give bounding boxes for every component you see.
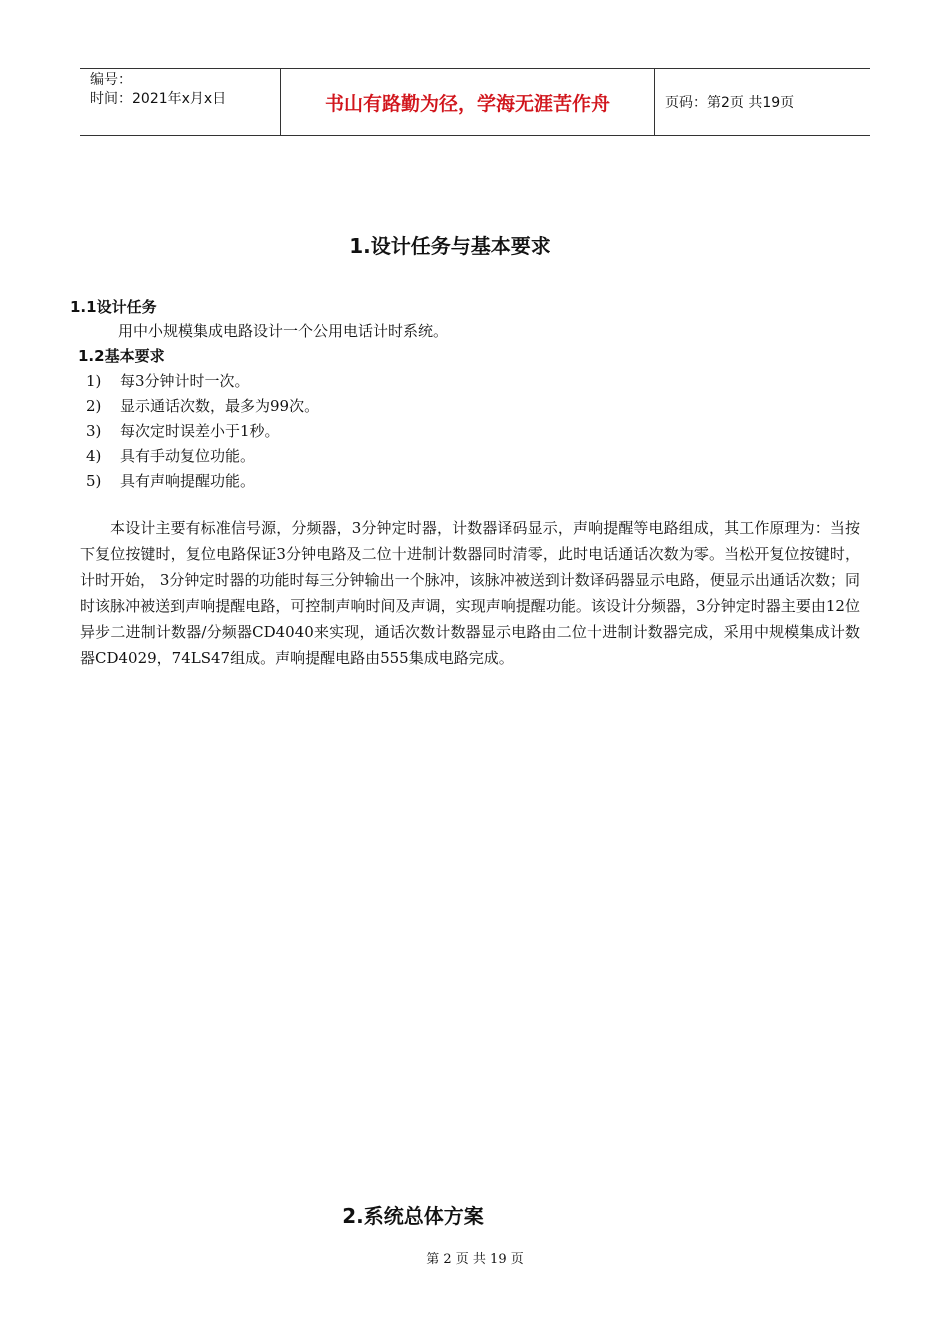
page-label: 页码：第2页 共19页 <box>665 95 795 111</box>
requirement-text: 每次定时误差小于1秒。 <box>120 422 280 440</box>
page-footer: 第 2 页 共 19 页 <box>426 1252 524 1267</box>
requirement-item <box>86 445 255 466</box>
requirement-num: 3) <box>86 422 102 440</box>
requirement-text: 具有声响提醒功能。 <box>120 472 256 490</box>
time-label: 时间：2021年x月x日 <box>90 91 227 107</box>
subsection-1-1-title: 1.1设计任务 <box>70 298 157 316</box>
requirement-item <box>86 370 250 391</box>
header-page-cell <box>655 69 870 135</box>
requirement-text: 显示通话次数，最多为99次。 <box>120 397 320 415</box>
header-motto-cell <box>281 69 655 135</box>
section1-title: 1.设计任务与基本要求 <box>349 234 551 258</box>
requirement-item <box>86 470 255 491</box>
motto: 书山有路勤为径，学海无涯苦作舟 <box>324 92 610 115</box>
requirement-text: 具有手动复位功能。 <box>120 447 256 465</box>
requirement-num: 1) <box>86 372 102 390</box>
body-paragraph: 本设计主要有标准信号源，分频器，3分钟定时器，计数器译码显示，声响提醒等电路组成，其工作原理为：当按下复位按键时，复位电路保证3分钟电路及二位十进制计数器同时清零，此时电话通话次数为零。当松开复位按键时，计时开始， 3分钟定时器的功能时每三分钟输出一个脉冲，该脉冲被送到计数译码器显示电路，便显示出通话次数；同时该脉冲被送到声响提醒电路，可控制声响时间及声调，实现声响提醒功能。该设计分频器，3分钟定时器主要由12位异步二进制计数器/分频器CD4040来实现，通话次数计数器显示电路由二位十进制计数器完成，采用中规模集成计数器CD4029，74LS47组成。声响提醒电路由555集成电路完成。 <box>80 519 860 667</box>
requirement-text: 每3分钟计时一次。 <box>120 372 250 390</box>
header-info-cell <box>80 69 281 135</box>
requirement-item <box>86 395 319 416</box>
requirement-num: 5) <box>86 472 102 490</box>
number-label: 编号： <box>90 72 132 88</box>
section2-title: 2.系统总体方案 <box>342 1204 484 1228</box>
header-table <box>80 68 870 136</box>
requirement-item <box>86 420 280 441</box>
subsection-1-1-text: 用中小规模集成电路设计一个公用电话计时系统。 <box>118 322 449 340</box>
requirement-num: 2) <box>86 397 102 415</box>
requirement-num: 4) <box>86 447 102 465</box>
subsection-1-2-title: 1.2基本要求 <box>78 347 165 365</box>
